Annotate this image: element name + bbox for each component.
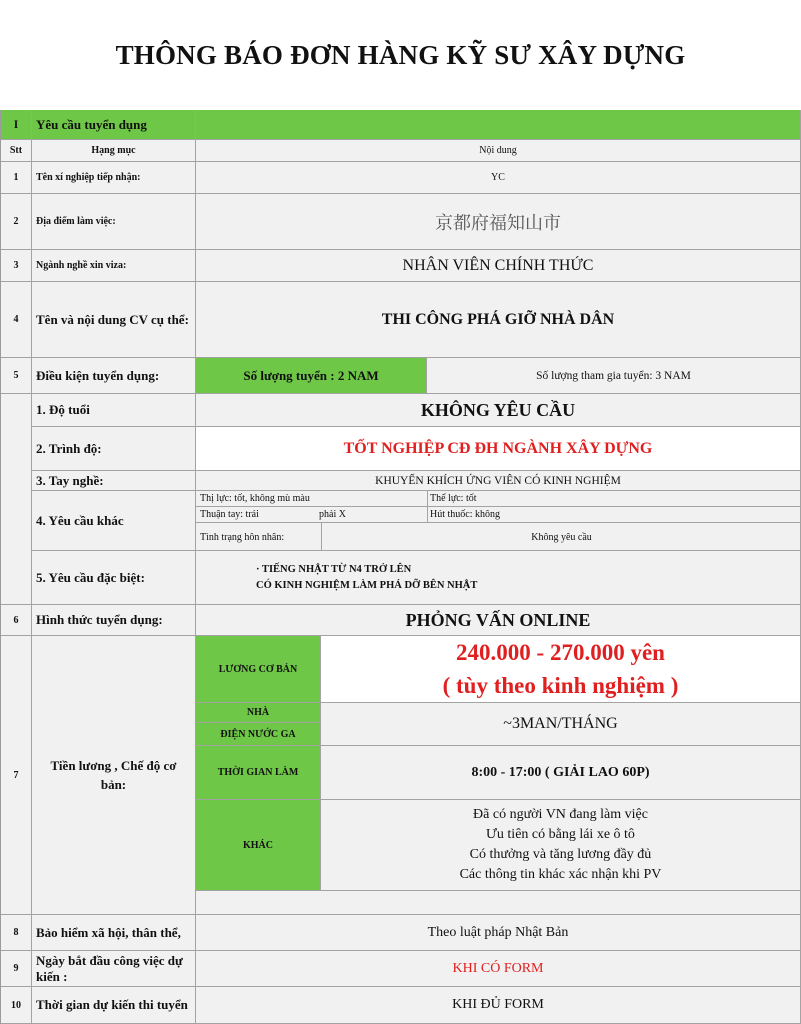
- grid-line: [427, 491, 428, 522]
- row-number: 8: [1, 915, 32, 951]
- benefit-line: Các thông tin khác xác nhận khi PV: [459, 867, 662, 882]
- requirements-table: [0, 110, 801, 1024]
- company-value: YC: [196, 162, 801, 194]
- skill-label: 3. Tay nghề:: [32, 471, 196, 491]
- marital-label: Tình trạng hôn nhân:: [200, 531, 285, 543]
- company-label: Tên xí nghiệp tiếp nhận:: [32, 162, 196, 194]
- utilities-label: ĐIỆN NƯỚC GA: [196, 723, 321, 746]
- section-title: Yêu cầu tuyển dụng: [32, 110, 196, 140]
- visa-value: NHÂN VIÊN CHÍNH THỨC: [196, 250, 801, 282]
- row-number: 2: [1, 194, 32, 250]
- salary-label: LƯƠNG CƠ BẢN: [196, 636, 321, 703]
- other-benefits-value: [321, 800, 801, 891]
- row-number: 5: [1, 358, 32, 394]
- eyesight-value: Thị lực: tốt, không mù màu: [200, 493, 310, 504]
- exam-time-label: Thời gian dự kiến thi tuyển: [32, 987, 196, 1024]
- other-requirements-label: 4. Yêu cầu khác: [32, 491, 196, 551]
- salary-section-label: Tiền lương , Chế độ cơ bản:: [32, 636, 196, 915]
- working-hours-label: THỜI GIAN LÀM: [196, 746, 321, 800]
- section-bar: [196, 110, 801, 140]
- header-content: Nội dung: [196, 140, 801, 162]
- marital-value: Không yêu cầu: [531, 531, 592, 543]
- physique-value: Thể lực: tốt: [430, 493, 477, 504]
- benefit-line: Có thưởng và tăng lương đầy đủ: [469, 847, 652, 862]
- skill-value: KHUYẾN KHÍCH ỨNG VIÊN CÓ KINH NGHIỆM: [196, 471, 801, 491]
- salary-range: 240.000 - 270.000 yên: [456, 640, 665, 665]
- handedness-right: phải X: [319, 509, 346, 520]
- start-date-value: KHI CÓ FORM: [196, 951, 801, 987]
- workplace-value: 京都府福知山市: [196, 194, 801, 250]
- special-line: CÓ KINH NGHIỆM LÀM PHÁ DỠ BÊN NHẬT: [256, 579, 478, 591]
- insurance-value: Theo luật pháp Nhật Bản: [196, 915, 801, 951]
- housing-label: NHÀ: [196, 703, 321, 723]
- other-benefits-label: KHÁC: [196, 800, 321, 891]
- benefit-line: Đã có người VN đang làm việc: [473, 807, 648, 822]
- row-number: 10: [1, 987, 32, 1024]
- age-label: 1. Độ tuổi: [32, 394, 196, 427]
- working-hours-value: 8:00 - 17:00 ( GIẢI LAO 60P): [321, 746, 801, 800]
- header-item: Hạng mục: [32, 140, 196, 162]
- page-title: THÔNG BÁO ĐƠN HÀNG KỸ SƯ XÂY DỰNG: [115, 39, 686, 70]
- row-number: 1: [1, 162, 32, 194]
- quota-value: Số lượng tuyển : 2 NAM: [196, 358, 427, 394]
- recruitment-method-label: Hình thức tuyển dụng:: [32, 605, 196, 636]
- recruitment-method-value: PHỎNG VẤN ONLINE: [196, 605, 801, 636]
- conditions-stt: [1, 394, 32, 605]
- exam-time-value: KHI ĐỦ FORM: [196, 987, 801, 1024]
- blank-row: [196, 891, 801, 915]
- row-number: 4: [1, 282, 32, 358]
- conditions-label: Điều kiện tuyển dụng:: [32, 358, 196, 394]
- benefit-line: Ưu tiên có bằng lái xe ô tô: [486, 827, 635, 842]
- smoking-value: Hút thuốc: không: [430, 509, 500, 520]
- participants-value: Số lượng tham gia tuyển: 3 NAM: [427, 358, 801, 394]
- handedness-left: Thuận tay: trái: [200, 509, 259, 520]
- age-value: KHÔNG YÊU CẦU: [196, 394, 801, 427]
- workplace-label: Địa điểm làm việc:: [32, 194, 196, 250]
- section-number: I: [1, 110, 32, 140]
- row-number: 3: [1, 250, 32, 282]
- salary-note: ( tùy theo kinh nghiệm ): [442, 673, 679, 698]
- education-label: 2. Trình độ:: [32, 427, 196, 471]
- start-date-label: Ngày bắt đầu công việc dự kiến :: [32, 951, 196, 987]
- housing-value: ~3MAN/THÁNG: [321, 703, 801, 746]
- special-requirements-value: [196, 551, 801, 605]
- row-number: 7: [1, 636, 32, 915]
- row-number: 9: [1, 951, 32, 987]
- education-value: TỐT NGHIỆP CĐ ĐH NGÀNH XÂY DỰNG: [196, 427, 801, 471]
- header-stt: Stt: [1, 140, 32, 162]
- special-requirements-label: 5. Yêu cầu đặc biệt:: [32, 551, 196, 605]
- salary-value: [321, 636, 801, 703]
- visa-label: Ngành nghề xin viza:: [32, 250, 196, 282]
- job-label: Tên và nội dung CV cụ thể:: [32, 282, 196, 358]
- row-number: 6: [1, 605, 32, 636]
- special-line: · TIẾNG NHẬT TỪ N4 TRỞ LÊN: [256, 563, 412, 575]
- job-value: THI CÔNG PHÁ GIỠ NHÀ DÂN: [196, 282, 801, 358]
- insurance-label: Bảo hiểm xã hội, thân thể,: [32, 915, 196, 951]
